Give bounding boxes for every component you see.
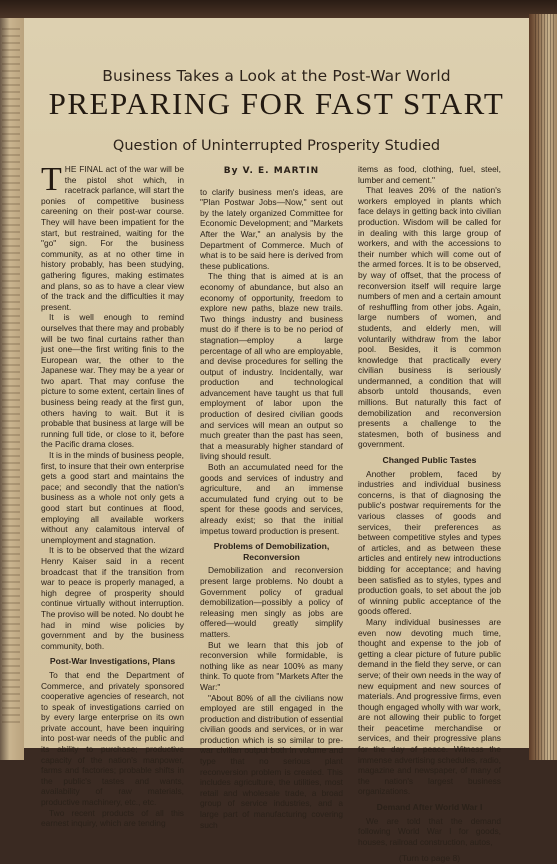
paragraph: Many individual businesses are even now devoting much time, thought and expense to the job of getting a clear picture of future public demand in the field they serve, or can serve; of their own needs in the way of new equipment and new sources of materials. And progressive firms, even though engaged wholly with war work, are not allowing their public to forget their peacetime merchandise or services, and their progressive plans for the day of peace. Witness the immense advertising schedules, radio, magazine and newspaper, of many of the nation's largest business organizations. xyxy=(358,616,501,797)
paragraph: Two recent products of all this earnest inquiry, which are tending xyxy=(41,807,184,829)
section-heading: Post-War Investigations, Plans xyxy=(49,656,176,667)
paragraph: Another problem, faced by industries and individual business concerns, is that of diagnosing the public's postwar requirements for the various classes of goods and services, their preferences as between competitive styles and types of articles, and as between these articles and entirely new introductions bidding for acceptance; and having been satisfied as to styles, types and production goals, to set about the job of winning public acceptance of the goods offered. xyxy=(358,468,501,617)
drop-cap: T xyxy=(41,161,62,198)
paragraph: items as food, clothing, fuel, steel, lumber and cement." xyxy=(358,164,501,185)
paragraph: To that end the Department of Commerce, and privately sponsored cooperative agencies of research, not to speak of investigations carried on by every large enterprise on its own private account, have been inquiring into post-war needs of the public and its ability to purchase; productive capacity of the nation's manpower, farms and factories; probable shifts in the public's tastes and wants, availability of raw materials, productive machinery, etc., etc. xyxy=(41,669,184,808)
article-subhead: Question of Uninterrupted Prosperity Studied xyxy=(112,138,441,154)
paragraph: to clarify business men's ideas, are "Plan Postwar Jobs—Now," sent out by the lately organized Committee for Economic Development; and "Markets After the War," an analysis by the Department of Commerce. Much of what is to be said here is derived from these publications. xyxy=(200,186,343,271)
paragraph: The thing that is aimed at is an economy of abundance, but also an economy of opportunity, freedom to explore new paths, blaze new trails. Two things industry and business must do if there is to be no period of stagnation—employ a large percentage of all who are employable, and devise procedures for selling the output of industry. Incidentally, war production and technological advancement have taught us that full employment of labor upon the production of desired civilian goods and services will mean an output so much greater than the past has seen, that a measurably higher standard of living should result. xyxy=(200,271,343,462)
article-kicker: Business Takes a Look at the Post-War World xyxy=(102,67,451,85)
paragraph: It is in the minds of business people, first, to insure that their own enterprise gets a good start and maintains the pace; and secondly that the nation's business as a whole not only gets a good start but continues at flood, employing all available workers without any calamitous interval of unemployment and stagnation. xyxy=(41,450,185,545)
paragraph: It is well enough to remind ourselves that there may and probably will be two final curtains rather than just one—the first writing finis to the European war, the other to the Japanese war. They may be a year or two apart. That may confuse the picture to some extent, certain lines of business being ready at the first gun, others having to wait. But it is probable that business at large will be running full tide, or close to it, before the Pacific drama closes. xyxy=(41,312,184,450)
paragraph: Both an accumulated need for the goods and services of industry and agriculture, and an immense accumulated fund crying out to be spent for these goods and services, already exist; so that the initial impetus toward production is present. xyxy=(200,462,343,536)
paragraph: Demobilization and reconversion present large problems. No doubt a Government policy of gradual demobilization—possibly a policy of releasing men singly as jobs are offered—would greatly simplify matters. xyxy=(200,565,343,639)
paragraph: But we learn that this job of reconversion while formidable, is nothing like as near 100% as many think. To quote from "Markets After the War:" xyxy=(200,639,343,692)
magazine-page xyxy=(24,18,529,864)
book-spine-edge xyxy=(529,14,557,760)
paragraph: That leaves 20% of the nation's workers employed in plants which face delays in getting back into civilian production. Wisdom will be called for in dealing with this large group of workers, and with the accessions to their number which will come out of the armed forces. It is to be observed, by way of offset, that the process of reconversion itself will require large numbers of men and a certain amount of reshuffling from other jobs. Again, large numbers of women, and students, and elderly men, will voluntarily withdraw from the labor pool. Besides, it is common knowledge that practically every civilian business is seriously undermanned, a condition that will absorb untold thousands, even millions. But naturally this fact of demobilization and reconversion presents a challenge to the statesmen, both of business and government. xyxy=(358,185,501,450)
section-heading: Problems of Demobilization, Reconversion xyxy=(213,541,330,562)
paragraph: It is to be observed that the wizard Henry Kaiser said in a recent broadcast that if the transition from war to peace is properly managed, a high degree of prosperity should continue virtually without interruption. The proviso will be noted. No doubt he had in mind wise policies by government and by the business community, both. xyxy=(41,545,184,651)
column-1 xyxy=(41,161,185,829)
paragraph: "About 80% of all the civilians now employed are still engaged in the production and distribution of essential civilian goods and services, or in war production which is so similar to pre-war civilian output both in volume and type that no serious plant reconversion problem is created. This includes agriculture, the utilities, most retail and wholesale trade, a broad group of service industries, and a large part of manufacturing covering such xyxy=(200,692,343,830)
column-2 xyxy=(200,164,343,830)
paragraph: We are told that the demand following World War I for goods, houses, railroad construction, autos, xyxy=(358,815,501,847)
article-headline: PREPARING FOR FAST START xyxy=(48,86,505,121)
continued-note: (Turn to page 8) xyxy=(398,853,461,864)
section-heading: Changed Public Tastes xyxy=(382,455,477,466)
column-3 xyxy=(358,164,501,864)
byline: By V. E. MARTIN xyxy=(223,166,320,176)
section-heading: Demand After World War I xyxy=(376,802,483,813)
previous-page-edge xyxy=(0,18,24,760)
intro-paragraph: THE FINAL act of the war will be the pistol shot which, in racetrack parlance, will start the ponies of competitive business careening on their post-war course. They will have been impatient for the start, but restrained, waiting for the "go" sign. For the business community, as at no other time in history probably, has been studying, gathering figures, making estimates and plans, so as to have a clear view of the track and the difficulties it may present. xyxy=(41,161,184,312)
top-band xyxy=(0,0,557,18)
